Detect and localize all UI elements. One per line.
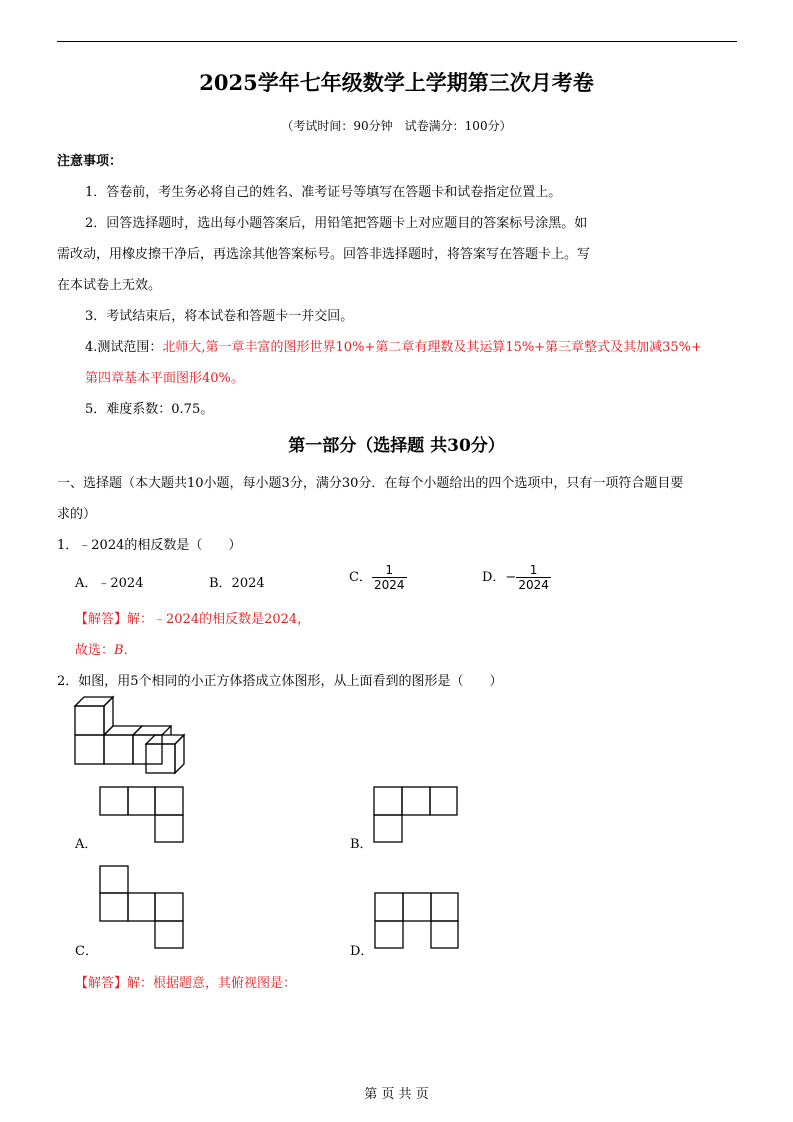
q2-option-a-shape: [100, 787, 183, 842]
cube-front-face: [146, 744, 175, 773]
notice-item-1: 1．答卷前，考生务必将自己的姓名、准考证号等填写在答题卡和试卷指定位置上。: [85, 185, 562, 200]
fraction-numerator: 1: [529, 563, 538, 577]
q2-option-b-shape: [374, 787, 457, 842]
q1-option-b: B．2024: [209, 576, 265, 591]
cube-top-face: [133, 726, 171, 735]
q2-stem: 2．如图，用5个相同的小正方体搭成立体图形，从上面看到的图形是（ ）: [57, 674, 503, 689]
cube-front-face: [104, 735, 133, 764]
q2-option-a-label: A．: [75, 837, 98, 852]
cube-front-face: [133, 735, 162, 764]
q1-option-a: A．﹣2024: [75, 576, 144, 591]
fraction-denominator: 2024: [373, 578, 405, 592]
page-title: 2025学年七年级数学上学期第三次月考卷: [199, 70, 594, 95]
notice-item-2-line-1: 2．回答选择题时，选出每小题答案后，用铅笔把答题卡上对应题目的答案标号涂黑。如: [85, 216, 588, 231]
cube-top-face: [75, 697, 113, 706]
fraction-denominator: 2024: [518, 578, 549, 592]
test-scope: 北师大,第一章丰富的图形世界10%+第二章有理数及其运算15%+第三章整式及其加减35%+: [162, 340, 702, 355]
notice-heading: 注意事项：: [57, 154, 123, 169]
q1-stem: 1．﹣2024的相反数是（ ）: [57, 538, 242, 553]
cube-side-face: [175, 735, 184, 773]
q1-answer: 【解答】解：﹣2024的相反数是2024，: [75, 612, 311, 627]
page-footer: 第 页 共 页: [364, 1087, 429, 1102]
notice-item-4-prefix: 4.测试范围：: [85, 340, 163, 355]
section-title: 第一部分（选择题 共30分）: [288, 436, 505, 456]
exam-info: （考试时间：90分钟 试卷满分：100分）: [281, 119, 512, 133]
q1-option-d-label: D．−: [482, 570, 517, 585]
cube-side-face: [104, 697, 113, 735]
q1-choice-prefix: 故选：: [75, 643, 115, 658]
cube-front-face: [75, 735, 104, 764]
q2-answer: 【解答】解：根据题意，其俯视图是：: [75, 976, 297, 991]
q2-option-c-label: C．: [75, 944, 98, 959]
notice-item-5: 5．难度系数：0.75。: [85, 402, 214, 417]
cube-top-face: [104, 726, 142, 735]
notice-item-4-line-2: 第四章基本平面图形40%。: [85, 371, 244, 386]
q2-option-d-shape: [375, 893, 458, 948]
fraction-numerator: 1: [385, 563, 394, 577]
q1-choice: B．: [114, 643, 137, 658]
notice-item-2-line-2: 需改动，用橡皮擦干净后，再选涂其他答案标号。回答非选择题时，将答案写在答题卡上。写: [57, 247, 591, 262]
notice-item-3: 3．考试结束后，将本试卷和答题卡一并交回。: [85, 309, 354, 324]
q1-option-c-label: C．: [349, 570, 372, 585]
cube-front-face: [75, 706, 104, 735]
q2-option-d-label: D．: [350, 944, 374, 959]
q2-option-c-shape: [100, 866, 183, 948]
cube-top-face: [146, 735, 184, 744]
q2-option-b-label: B．: [350, 837, 373, 852]
part-intro-line-2: 求的）: [57, 507, 97, 522]
part-intro-line-1: 一、选择题（本大题共10小题，每小题3分，满分30分．在每个小题给出的四个选项中，只有一项符合题目要: [57, 476, 684, 491]
notice-item-2-line-3: 在本试卷上无效。: [57, 278, 162, 293]
